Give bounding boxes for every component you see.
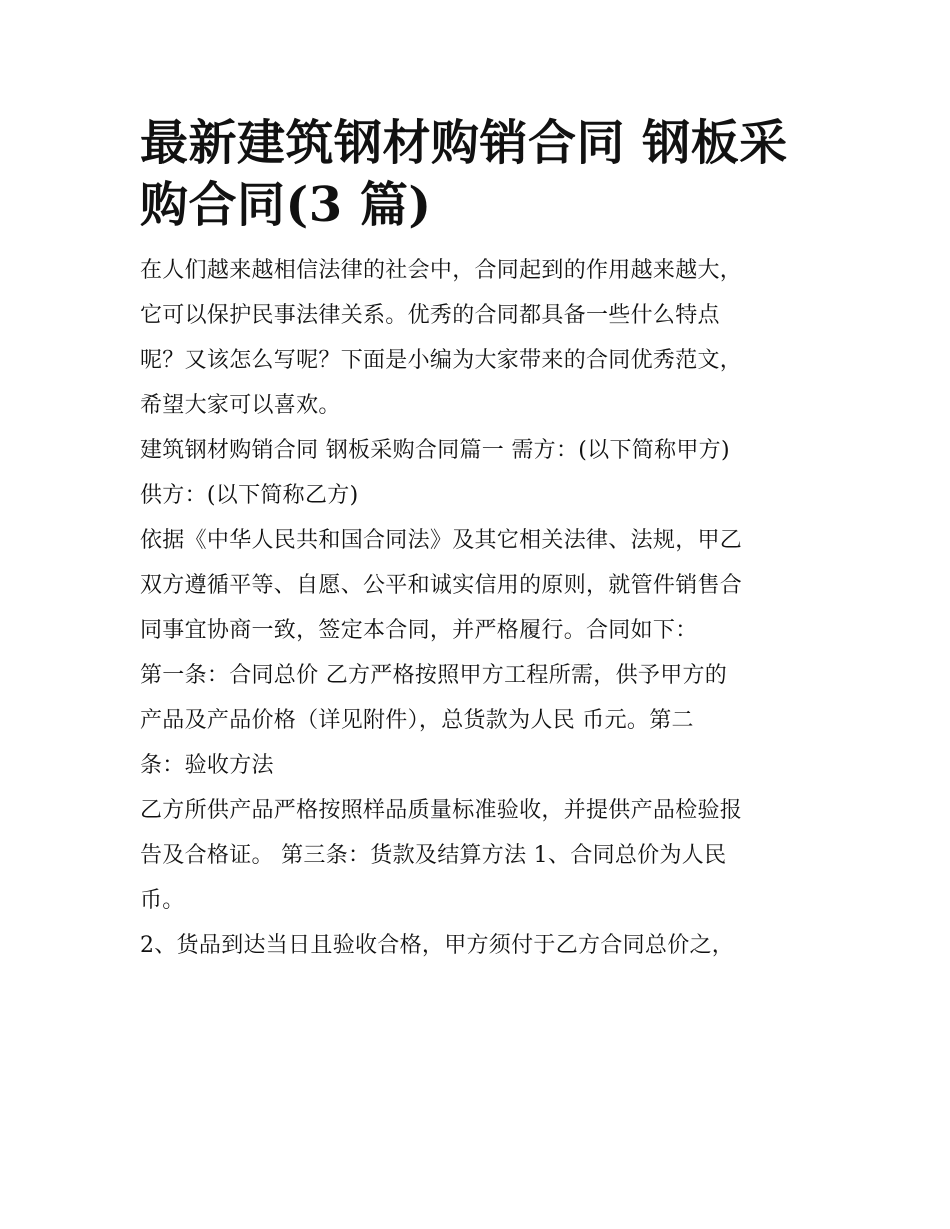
text-line: 它可以保护民事法律关系。优秀的合同都具备一些什么特点 <box>140 303 720 328</box>
title-line: 购合同(3 篇) <box>140 177 432 233</box>
paragraph-payment <box>140 923 810 968</box>
text-line: 币。 <box>140 888 185 913</box>
text-line: 告及合格证。 第三条：货款及结算方法 1、合同总价为人民 <box>140 843 727 868</box>
document-body <box>140 248 810 968</box>
text-line: 依据《中华人民共和国合同法》及其它相关法律、法规，甲乙 <box>140 528 743 553</box>
paragraph-supplier <box>140 473 810 518</box>
text-line: 第一条：合同总价 乙方严格按照甲方工程所需，供予甲方的 <box>140 663 728 688</box>
text-line: 乙方所供产品严格按照样品质量标准验收，并提供产品检验报 <box>140 798 743 823</box>
paragraph-section-heading <box>140 428 810 473</box>
text-line: 2、货品到达当日且验收合格，甲方须付于乙方合同总价之， <box>140 933 735 958</box>
text-line: 供方：(以下简称乙方) <box>140 483 359 508</box>
text-line: 在人们越来越相信法律的社会中，合同起到的作用越来越大， <box>140 258 743 283</box>
text-line: 条：验收方法 <box>140 753 274 778</box>
paragraph-acceptance <box>140 788 810 923</box>
text-line: 同事宜协商一致，签定本合同，并严格履行。合同如下： <box>140 618 698 643</box>
paragraph-article-one <box>140 653 810 788</box>
document-title <box>140 112 810 236</box>
text-line: 双方遵循平等、自愿、公平和诚实信用的原则，就管件销售合 <box>140 573 743 598</box>
text-line: 建筑钢材购销合同 钢板采购合同篇一 需方：(以下简称甲方) <box>140 438 730 463</box>
paragraph-intro <box>140 248 810 428</box>
text-line: 产品及产品价格（详见附件），总货款为人民 币元。第二 <box>140 708 694 733</box>
title-line: 最新建筑钢材购销合同 钢板采 <box>140 115 788 171</box>
text-line: 希望大家可以喜欢。 <box>140 393 341 418</box>
paragraph-legal-basis <box>140 518 810 653</box>
text-line: 呢？又该怎么写呢？下面是小编为大家带来的合同优秀范文， <box>140 348 743 373</box>
